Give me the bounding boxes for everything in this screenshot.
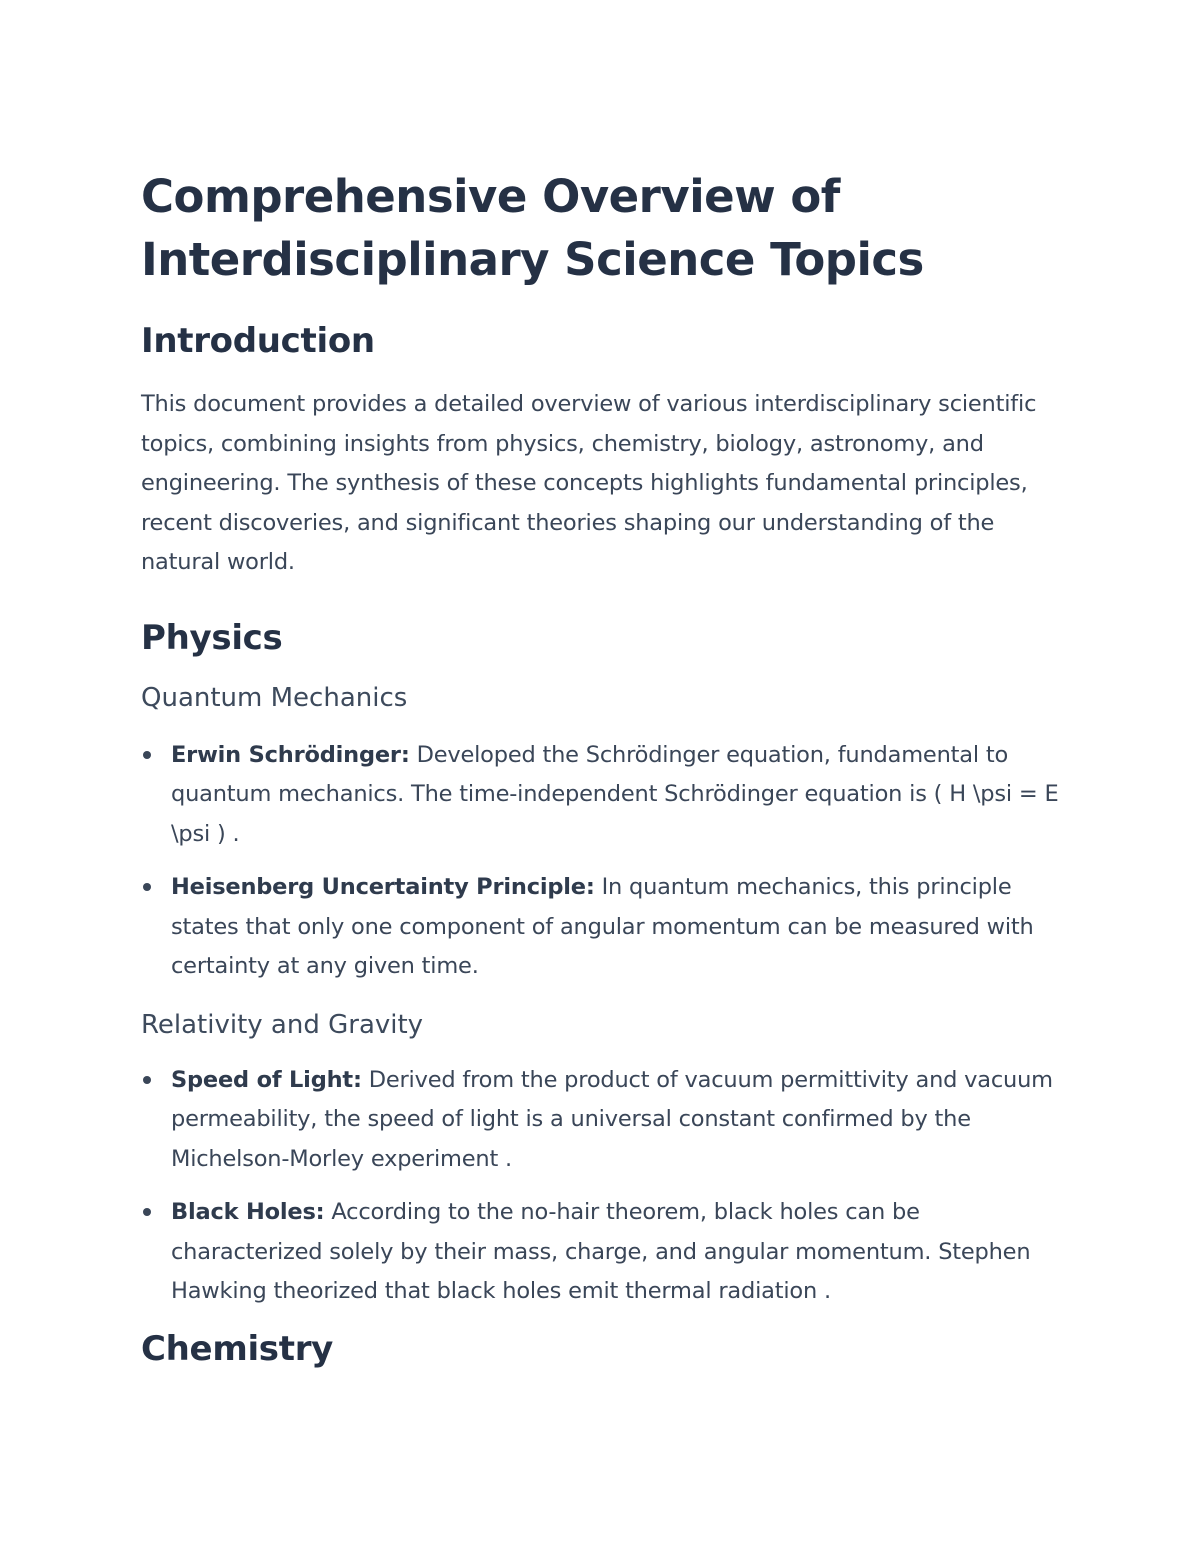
bullet-icon: [143, 1076, 151, 1084]
quantum-mechanics-heading: Quantum Mechanics: [141, 682, 408, 713]
list-item-term: Black Holes:: [171, 1199, 325, 1225]
relativity-gravity-list: [141, 1061, 1061, 1312]
bullet-icon: [143, 1208, 151, 1216]
list-item-text: In quantum mechanics, this principle states that only one component of angular momentum can be measured with certainty at any given time.: [171, 874, 1034, 979]
list-item-text: According to the no-hair theorem, black holes can be characterized solely by their mass, charge, and angular momentum. Stephen Hawking theorized that black holes emit thermal radiation .: [171, 1199, 1031, 1304]
list-item-term: Erwin Schrödinger:: [171, 741, 410, 768]
bullet-icon: [143, 883, 151, 891]
list-item: [141, 1193, 1061, 1312]
document-page: [141, 165, 1061, 1371]
list-item-term: Speed of Light:: [171, 1066, 362, 1093]
introduction-paragraph: This document provides a detailed overview of various interdisciplinary scientific topics, combining insights from physics, chemistry, biology, astronomy, and engineering. The synthesis of these concepts highlights fundamental principles, recent discoveries, and significant theories shaping our understanding of the natural world.: [141, 391, 1037, 575]
list-item: [141, 1061, 1061, 1180]
physics-heading: Physics: [141, 617, 283, 658]
relativity-gravity-heading: Relativity and Gravity: [141, 1009, 424, 1040]
bullet-icon: [143, 751, 151, 759]
list-item-text: Developed the Schrödinger equation, fundamental to quantum mechanics. The time-independent Schrödinger equation is ( H \psi = E \psi ) .: [171, 741, 1059, 847]
chemistry-heading: Chemistry: [141, 1328, 334, 1369]
quantum-mechanics-list: [141, 736, 1061, 987]
list-item: [141, 868, 1061, 987]
list-item: [141, 736, 1061, 855]
list-item-term: Heisenberg Uncertainty Principle:: [171, 874, 595, 900]
list-item-text: Derived from the product of vacuum permittivity and vacuum permeability, the speed of light is a universal constant confirmed by the Michelson-Morley experiment .: [171, 1066, 1053, 1172]
document-title: Comprehensive Overview of Interdisciplinary Science Topics: [141, 170, 924, 286]
introduction-heading: Introduction: [141, 321, 375, 361]
